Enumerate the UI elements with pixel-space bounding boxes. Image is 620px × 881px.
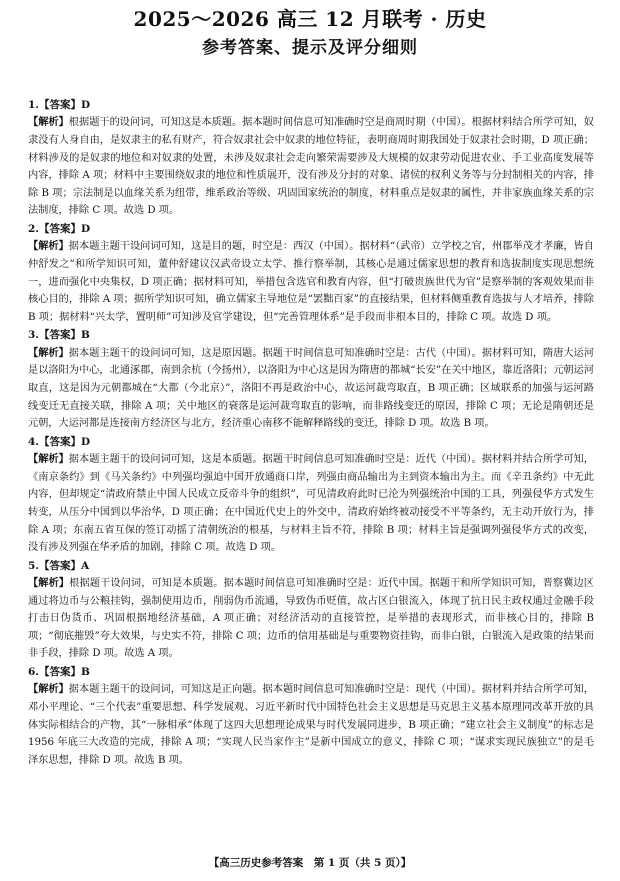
- questions-list: [28, 97, 594, 770]
- analysis-paragraph: [28, 114, 594, 220]
- question-number: 5.: [28, 559, 39, 572]
- question-number: 2.: [28, 222, 39, 235]
- analysis-label: 【解析】: [28, 116, 69, 129]
- page-title: 2025～2026 高三 12 月联考 · 历史: [133, 7, 487, 31]
- analysis-label: 【解析】: [28, 240, 69, 253]
- answer-value: D: [80, 99, 91, 111]
- question-item: [28, 664, 594, 769]
- question-item: [28, 97, 594, 220]
- answer-value: D: [80, 222, 91, 235]
- answer-line: [28, 327, 594, 344]
- analysis-paragraph: [28, 238, 594, 326]
- question-number: 6.: [28, 666, 39, 679]
- analysis-text: 根据题干的设问词，可知这是本质题。据本题时间信息可知准确时空是商周时期（中国）。根据材料结合所学可知，奴隶没有人身自由，是奴隶主的私有财产，符合奴隶社会中奴隶的地位特征，表明商周时期我国处于奴隶社会时期，D 项正确；材料涉及的是奴隶的地位和对奴隶的处置，未涉及奴隶社会走向繁荣需要涉及大规模的奴隶劳动促进农业、手工业高度发展等内容，排除 A 项；材料中主要围绕奴隶的地位和性质展开，没有涉及分封的对象、诸侯的权利义务等与分封制相关的内容，排除 B 项；宗法制是以血缘关系为纽带，维系政治等级、巩固国家统治的制度，材料重点是奴隶的属性，并非家族血缘关系的宗法制度，排除 C 项。故选 D 项。: [28, 117, 594, 217]
- question-item: [28, 434, 594, 557]
- analysis-paragraph: [28, 451, 594, 557]
- question-item: [28, 221, 594, 326]
- analysis-label: 【解析】: [28, 346, 69, 359]
- analysis-paragraph: [28, 345, 594, 433]
- analysis-label: 【解析】: [28, 683, 69, 696]
- answer-label: 【答案】: [38, 99, 81, 111]
- question-number: 1.: [28, 99, 39, 111]
- answer-line: [28, 664, 594, 681]
- analysis-paragraph: [28, 681, 594, 769]
- answer-label: 【答案】: [38, 435, 81, 448]
- answer-value: D: [80, 435, 91, 448]
- page-footer: 【高三历史参考答案 第 1 页（共 5 页）】: [208, 857, 412, 869]
- analysis-label: 【解析】: [28, 577, 70, 590]
- answer-line: [28, 434, 594, 451]
- question-item: [28, 327, 594, 432]
- answer-line: [28, 558, 594, 575]
- answer-line: [28, 221, 594, 238]
- answer-value: B: [80, 329, 90, 342]
- answer-value: B: [80, 666, 90, 679]
- answer-label: 【答案】: [38, 666, 81, 679]
- answer-label: 【答案】: [38, 559, 81, 572]
- analysis-text: 据本题主题干的设问词，可知这是正向题。据本题时间信息可知准确时空是：现代（中国）。据材料并结合所学可知，邓小平理论、“三个代表”重要思想、科学发展观、习近平新时代中国特色社会主义思想是马克思主义基本原理同改革开放的具体实际相结合的产物，其“一脉相承”体现了这四大思想理论成果与时代发展同进步，B 项正确；“建立社会主义制度”的标志是 1956 年底三大改造的完成，排除 A 项；“实现人民当家作主”是新中国成立的意义，排除 C 项；“谋求实现民族独立”的是毛泽东思想，排除 D 项。故选 B 项。: [28, 684, 594, 766]
- analysis-label: 【解析】: [28, 453, 69, 466]
- analysis-text: 据本题主题干的设问词可知，这是原因题。据题干时间信息可知准确时空是：古代（中国）。据材料可知，隋唐大运河是以洛阳为中心，北通涿郡，南到余杭（今扬州），以洛阳为中心这是因为隋唐的都城“长安”在关中地区，靠近洛阳；元朝运河取直，这是因为元朝都城在“大都（今北京）”，洛阳不再是政治中心，故运河裁弯取直，B 项正确；区域联系的加强与运河路线变迁无直接关联，排除 A 项；关中地区的衰落是运河裁弯取直的影响，而非路线变迁的原因，排除 C 项；无论是隋朝还是元朝，大运河都是连接南方经济区与北方，经济重心南移不能解释路线的变迁，排除 D 项。故选 B 项。: [28, 347, 594, 430]
- answer-label: 【答案】: [38, 222, 81, 235]
- answer-label: 【答案】: [38, 329, 81, 342]
- analysis-text: 根据题干设问词，可知是本质题。据本题时间信息可知准确时空是：近代中国。据题干和所学知识可知，晋察冀边区通过将边币与公粮挂钩，强制使用边币，削弱伪币流通，导致伪币贬值，故占区白银流入，体现了抗日民主政权通过金融手段打击日伪货币、巩固根据地经济基础，A 项正确；对经济活动的直接管控，是举措的表现形式，而非核心目的，排除 B 项；“彻底摧毁”夸大效果，与史实不符，排除 C 项；边币的信用基础是与重要物资挂钩，而非白银，白银流入是政策的结果而非手段，排除 D 项。故选 A 项。: [28, 578, 594, 660]
- answer-value: A: [80, 559, 90, 572]
- analysis-paragraph: [28, 575, 594, 663]
- answer-line: [28, 97, 594, 114]
- question-number: 4.: [28, 435, 39, 448]
- question-item: [28, 558, 594, 663]
- question-number: 3.: [28, 329, 39, 342]
- page-subtitle: 参考答案、提示及评分细则: [202, 38, 418, 58]
- analysis-text: 据本题主题干的设问词可知，这是本质题。据题干时间信息可知准确时空是：近代（中国）。据材料并结合所学可知，《南京条约》到《马关条约》中列强均强迫中国开放通商口岸，列强由商品输出为主到资本输出为主。而《辛丑条约》中无此内容，但却规定“清政府禁止中国人民成立反帝斗争的组织”，可见清政府此时已沦为列强统治中国的工具，列强侵华方式发生转变，从压分中国到以华治华，D 项正确；在中国近代史上的外交中，清政府始终被动接受不平等条约，无主动开放行为，排除 A 项；东南五省互保的签订动摇了清朝统治的根基，与材料主旨不符，排除 B 项；材料主旨是强调列强侵华方式的改变，没有涉及列强在华矛盾的加剧，排除 C 项。故选 D 项。: [28, 454, 594, 554]
- analysis-text: 据本题主题干设问词可知，这是目的题，时空是：西汉（中国）。据材料“（武帝）立学校之官，州郡举茂才孝廉，皆自仲舒发之”和所学知识可知，董仲舒建议汉武帝设立太学、推行察举制，其核心是通过儒家思想的教育和选拔制度实现思想统一，进而强化中央集权，D 项正确；据材料可知，举措包含选官和教育内容，但“打破贵族世代为官”是察举制的客观效果而非核心目的，排除 A 项；据所学知识可知，确立儒家主导地位是“罢黜百家”的直接结果，但材料侧重教育选拔与人才培养，排除 B 项；据材料“兴太学，置明师”可知涉及官学建设，但“完善管理体系”是手段而非根本目的，排除 C 项。故选 D 项。: [28, 241, 594, 323]
